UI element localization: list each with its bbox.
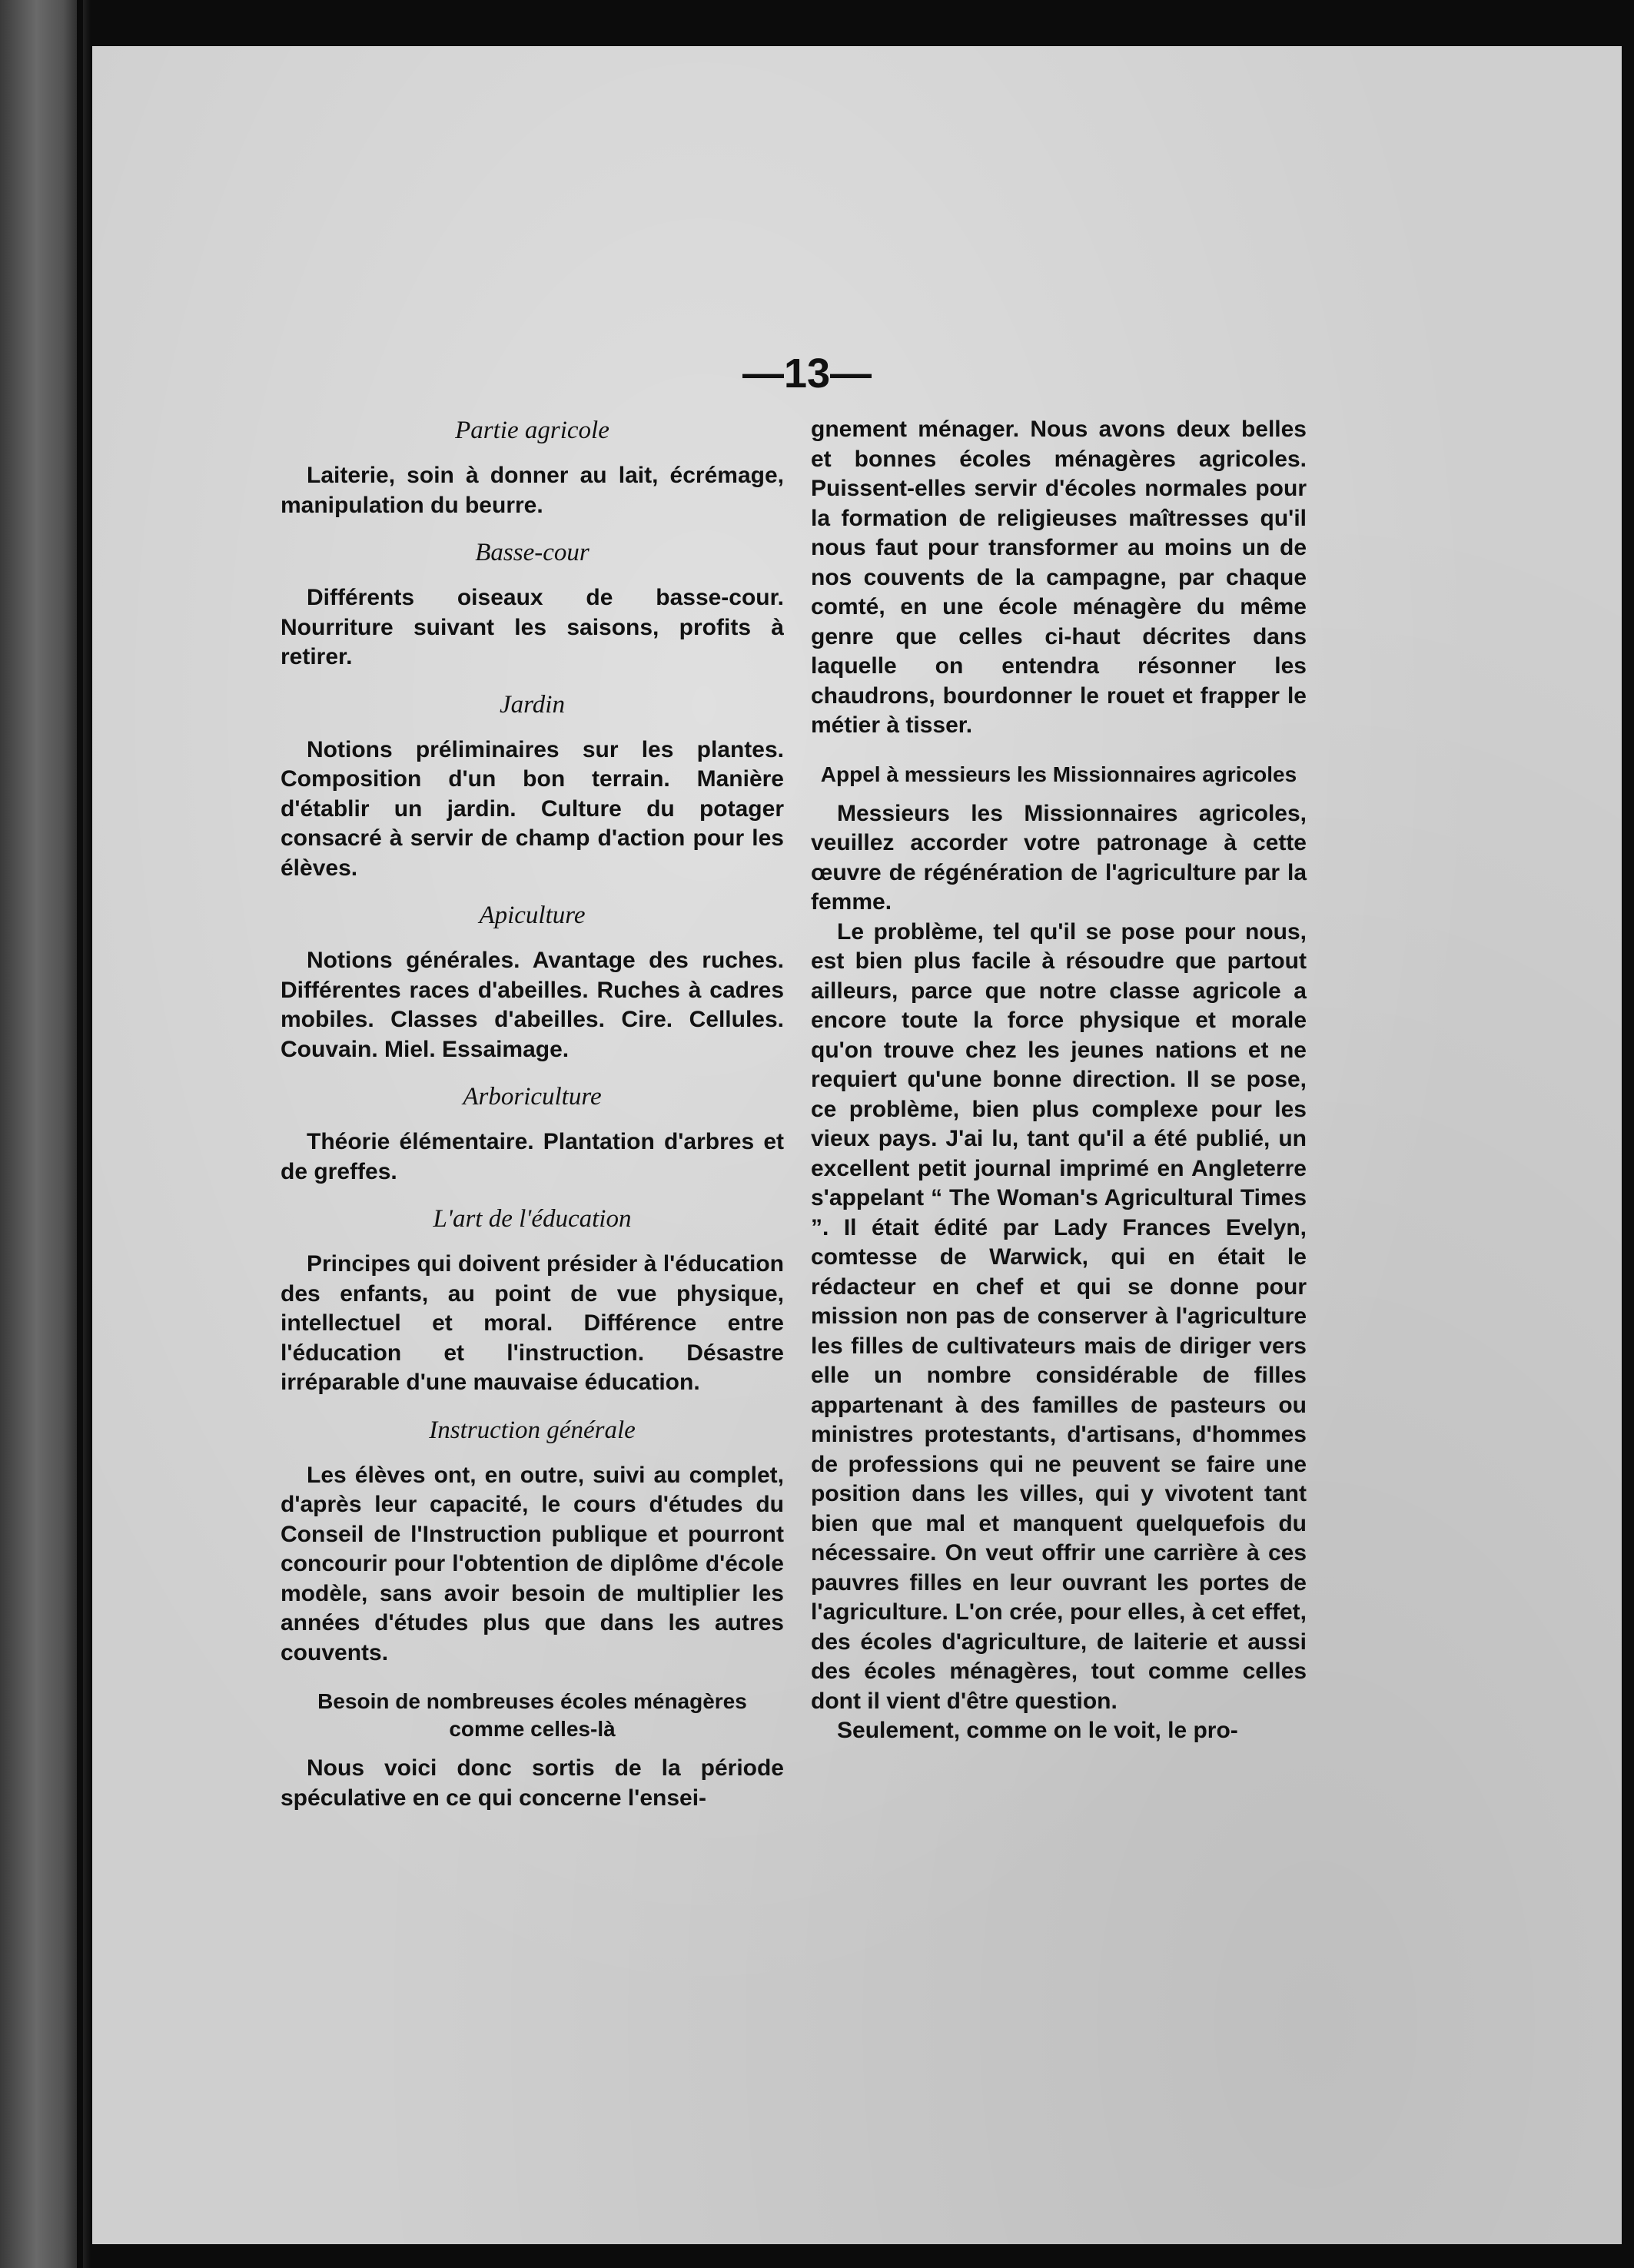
paragraph: Les élèves ont, en outre, suivi au complet, d'après leur capacité, le cours d'études du Conseil de l'Instruction publique et pourront concourir pour l'obtention de diplôme d'école modèle, sans avoir besoin de multiplier les années d'études plus que dans les autres couvents.: [281, 1462, 784, 1665]
left-text-column: [281, 415, 784, 1813]
paragraph: gnement ménager. Nous avons deux belles et bonnes écoles ménagères agricoles. Puissent-elles servir d'écoles normales pour la formation de religieuses maîtresses qu'il nous faut pour transformer au moins un de nos couvents de la campagne, par chaque comté, en une école ménagère du même genre que celles ci-haut décrites dans laquelle on entendra résonner les chaudrons, bourdonner le rouet et frapper le métier à tisser.: [811, 417, 1307, 738]
section-heading: Jardin: [500, 690, 565, 719]
section-heading: Apiculture: [479, 902, 586, 929]
paragraph: Laiterie, soin à donner au lait, écrémage, manipulation du beurre.: [281, 463, 784, 518]
paragraph: Nous voici donc sortis de la période spéculative en ce qui concerne l'ensei-: [281, 1755, 784, 1811]
paragraph: Notions générales. Avantage des ruches. Différentes races d'abeilles. Ruches à cadres mobiles. Classes d'abeilles. Cire. Cellules. Couvain. Miel. Essaimage.: [281, 948, 784, 1062]
section-title: Appel à messieurs les Missionnaires agricoles: [820, 762, 1297, 786]
right-text-column: [811, 415, 1307, 1746]
section-heading: Partie agricole: [455, 417, 609, 444]
page-number: —13—: [742, 350, 872, 397]
paragraph: Le problème, tel qu'il se pose pour nous, est bien plus facile à résoudre que partout ailleurs, parce que notre classe agricole a encore toute la force physique et morale qu'on trouve chez les jeunes nations et ne requiert qu'une bonne direction. Il se pose, ce problème, bien plus complexe pour les vieux pays. J'ai lu, tant qu'il a été publié, un excellent petit journal imprimé en Angleterre s'appelant “ The Woman's Agricultural Times ”. Il était édité par Lady Frances Evelyn, comtesse de Warwick, qui en était le rédacteur en chef et qui se donne pour mission non pas de conserver à l'agriculture les filles de cultivateurs mais de diriger vers elle un nombre considérable de filles appartenant à des familles de pasteurs ou ministres protestants, d'artisans, d'hommes de professions qui ne peuvent se faire une position dans les villes, qui y vivotent tant bien que mal et manquent quelquefois du nécessaire. On veut offrir une carrière à ces pauvres filles en leur ouvrant les portes de l'agriculture. L'on crée, pour elles, à cet effet, des écoles d'agriculture, de laiterie et aussi des écoles ménagères, tout comme celles dont il vient d'être question.: [811, 918, 1307, 1714]
paragraph: Seulement, comme on le voit, le pro-: [837, 1718, 1238, 1743]
paragraph: Différents oiseaux de basse-cour. Nourriture suivant les saisons, profits à retirer.: [281, 585, 784, 669]
scan-spine-edge: [77, 0, 83, 2268]
section-heading: Arboriculture: [463, 1083, 602, 1111]
paragraph: Principes qui doivent présider à l'éducation des enfants, au point de vue physique, intellectuel et moral. Différence entre l'éducation et l'instruction. Désastre irréparable d'une mauvaise éducation.: [281, 1251, 784, 1395]
section-heading: L'art de l'éducation: [433, 1205, 632, 1233]
section-heading: Basse-cour: [475, 539, 590, 566]
section-heading: Instruction générale: [429, 1416, 636, 1444]
paragraph: Messieurs les Missionnaires agricoles, veuillez accorder votre patronage à cette œuvre de régénération de l'agriculture par la femme.: [811, 800, 1307, 915]
section-title: Besoin de nombreuses écoles ménagères comme celles-là: [317, 1689, 747, 1741]
paragraph: Notions préliminaires sur les plantes. Composition d'un bon terrain. Manière d'établir un jardin. Culture du potager consacré à servir de champ d'action pour les élèves.: [281, 736, 784, 881]
paragraph: Théorie élémentaire. Plantation d'arbres et de greffes.: [281, 1129, 784, 1184]
